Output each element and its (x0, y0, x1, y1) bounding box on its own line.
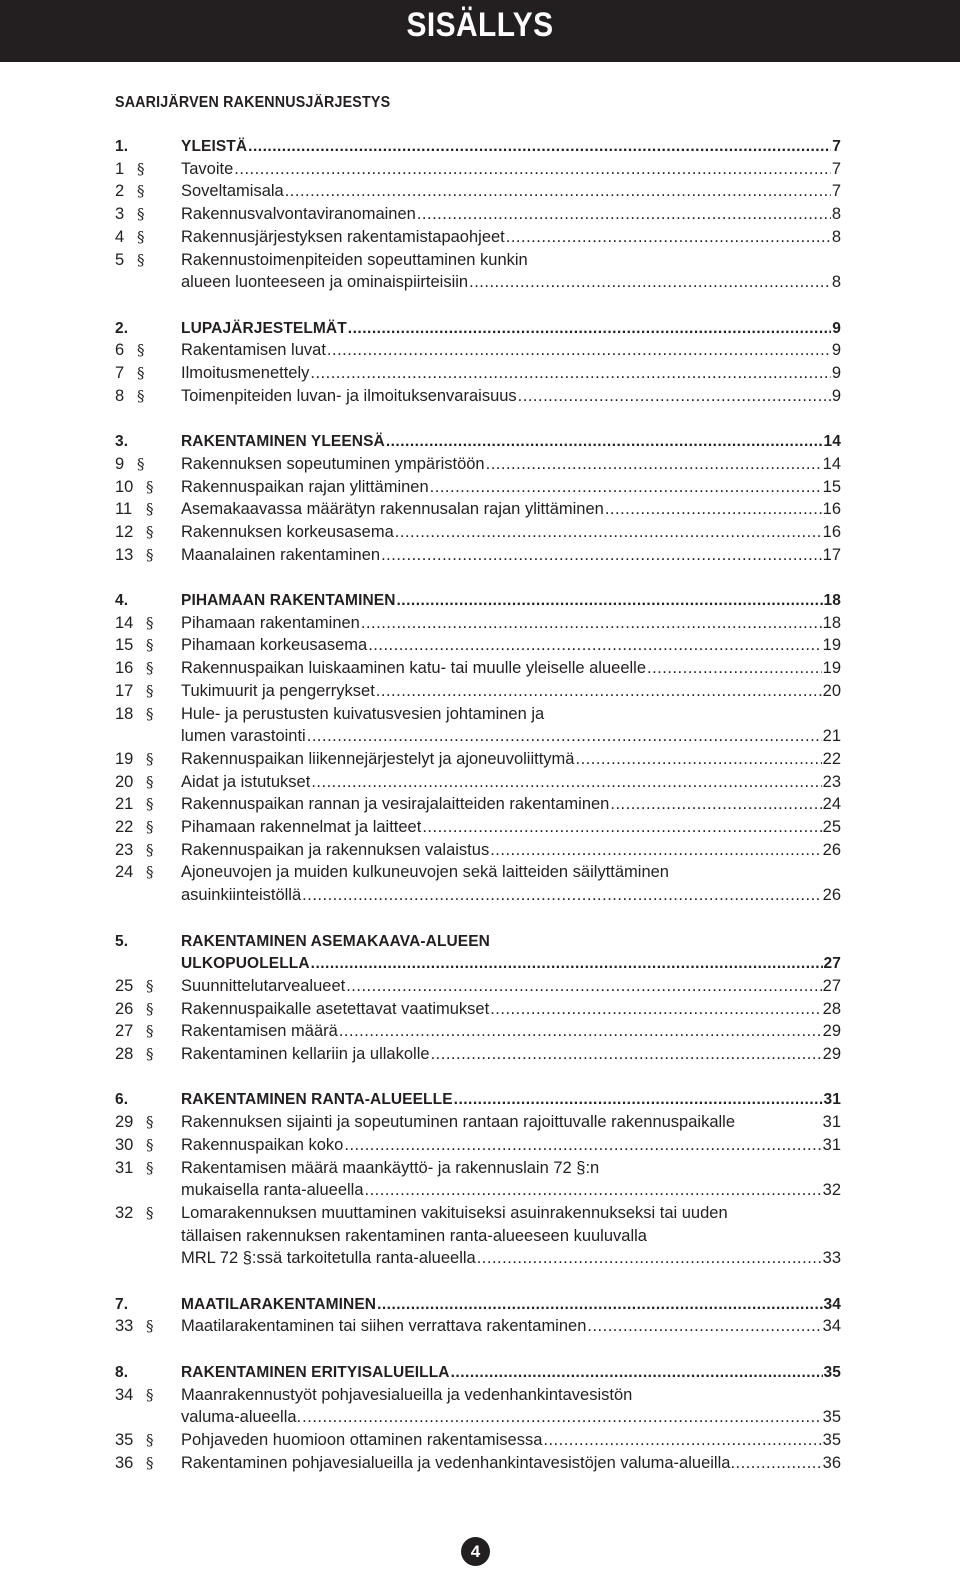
page-ref: 22 (822, 749, 841, 768)
entry-title: Pohjaveden huomioon ottaminen rakentamisessa (181, 1430, 543, 1449)
entry-title: Rakennuksen sijainti ja sopeutuminen rantaan rajoittuvalle rakennuspaikalle (181, 1113, 736, 1132)
dot-leader (422, 816, 821, 839)
toc-entry[interactable] (0, 271, 960, 294)
dot-leader (311, 952, 823, 975)
paragraph-number: 14 (115, 613, 134, 632)
dot-leader (361, 612, 822, 635)
toc-entry[interactable] (0, 1157, 960, 1180)
paragraph-number: 30 (115, 1135, 134, 1154)
toc-entry[interactable] (0, 612, 960, 635)
paragraph-number: 15 (115, 636, 134, 655)
dot-leader (587, 1315, 821, 1338)
paragraph-number: 16 (115, 659, 134, 678)
entry-title: mukaisella ranta-alueella (181, 1181, 364, 1200)
page-ref: 15 (822, 477, 841, 496)
dot-leader (311, 771, 821, 794)
paragraph-number: 19 (115, 749, 134, 768)
paragraph-number: 21 (115, 795, 134, 814)
page-ref: 7 (831, 159, 841, 178)
toc-entry[interactable] (0, 771, 960, 794)
toc-entry[interactable] (0, 998, 960, 1021)
dot-leader (368, 634, 821, 657)
section-symbol: § (146, 863, 154, 882)
section-symbol: § (146, 1158, 154, 1177)
entry-title: Ilmoitusmenettely (181, 364, 310, 382)
entry-title: Hule- ja perustusten kuivatusvesien johtaminen ja (181, 704, 545, 723)
dot-leader (506, 226, 831, 249)
paragraph-number: 10 (115, 477, 134, 496)
page-ref: 21 (822, 727, 841, 746)
toc-heading[interactable] (0, 930, 960, 953)
dot-leader (543, 1429, 821, 1452)
dot-leader (431, 1043, 822, 1066)
entry-title: Pihamaan rakentaminen (181, 613, 360, 632)
paragraph-number: 24 (115, 863, 134, 882)
toc-entry[interactable] (0, 362, 960, 385)
paragraph-number: 32 (115, 1203, 134, 1222)
chapter-number: 6. (115, 1091, 129, 1109)
paragraph-number: 33 (115, 1317, 134, 1336)
section-symbol: § (146, 1113, 154, 1132)
paragraph-number: 26 (115, 999, 134, 1018)
entry-title: Ajoneuvojen ja muiden kulkuneuvojen sekä laitteiden säilyttäminen (181, 863, 669, 882)
page-ref: 28 (822, 999, 841, 1018)
paragraph-number: 13 (115, 545, 134, 564)
dot-leader (234, 158, 831, 181)
toc-entry[interactable] (0, 839, 960, 862)
dot-leader (469, 271, 831, 294)
paragraph-number: 29 (115, 1113, 134, 1132)
toc-heading[interactable] (0, 1361, 960, 1384)
dot-leader (365, 1179, 822, 1202)
chapter-number: 1. (115, 138, 129, 155)
section-symbol: § (146, 613, 154, 632)
page-ref: 8 (831, 273, 841, 292)
dot-leader (486, 453, 822, 476)
dot-leader (346, 975, 821, 998)
section-symbol: § (137, 364, 145, 382)
entry-title: MAATILARAKENTAMINEN (181, 1295, 377, 1313)
dot-leader (397, 589, 823, 612)
section-symbol: § (146, 659, 154, 678)
toc-heading[interactable] (0, 430, 960, 453)
chapter-number: 8. (115, 1363, 129, 1381)
toc-entry[interactable] (0, 748, 960, 771)
toc-entry[interactable] (0, 1429, 960, 1452)
section-symbol: § (146, 1022, 154, 1041)
paragraph-number: 23 (115, 840, 134, 859)
entry-title: Soveltamisala (181, 182, 284, 201)
toc-entry[interactable] (0, 158, 960, 181)
page-ref: 14 (822, 454, 841, 473)
toc-entry[interactable] (0, 703, 960, 726)
chapter-number: 7. (115, 1295, 129, 1313)
dot-leader (307, 725, 822, 748)
toc-heading[interactable] (0, 317, 960, 340)
toc-entry[interactable] (0, 203, 960, 226)
section-symbol: § (146, 795, 154, 814)
dot-leader (575, 748, 821, 771)
toc-entry[interactable] (0, 657, 960, 680)
page-ref: 24 (822, 795, 841, 814)
toc-entry[interactable] (0, 793, 960, 816)
toc-entry[interactable] (0, 1315, 960, 1338)
entry-title: ULKOPUOLELLA (181, 955, 310, 973)
page-ref: 20 (822, 681, 841, 700)
entry-title: lumen varastointi (181, 727, 306, 746)
page-ref: 31 (822, 1113, 841, 1132)
section-symbol: § (146, 999, 154, 1018)
entry-title: Tukimuurit ja pengerrykset (181, 681, 375, 700)
paragraph-number: 5 (115, 250, 125, 269)
entry-title: RAKENTAMINEN YLEENSÄ (181, 433, 385, 451)
page-ref: 32 (822, 1181, 841, 1200)
page-ref: 26 (822, 886, 841, 905)
section-symbol: § (146, 1453, 154, 1472)
section-symbol: § (146, 749, 154, 768)
page-ref: 36 (822, 1453, 841, 1472)
section-symbol: § (146, 477, 154, 496)
section-symbol: § (137, 250, 145, 269)
paragraph-number: 2 (115, 182, 125, 201)
paragraph-number: 28 (115, 1045, 134, 1063)
entry-title: LUPAJÄRJESTELMÄT (181, 319, 347, 337)
section-symbol: § (146, 704, 154, 723)
entry-title: Rakennusvalvontaviranomainen (181, 205, 416, 224)
toc-entry[interactable] (0, 453, 960, 476)
paragraph-number: 27 (115, 1022, 134, 1041)
dot-leader (647, 657, 822, 680)
toc-entry[interactable] (0, 1452, 960, 1475)
chapter-number: 5. (115, 932, 129, 950)
page-title: SISÄLLYS (406, 6, 554, 44)
entry-title: Rakennuspaikan koko (181, 1135, 344, 1154)
page-ref: 16 (822, 500, 841, 519)
entry-title: RAKENTAMINEN ERITYISALUEILLA (181, 1363, 450, 1381)
dot-leader (377, 1293, 822, 1316)
section-symbol: § (146, 1317, 154, 1336)
section-symbol: § (146, 1430, 154, 1449)
page-ref: 18 (823, 592, 841, 609)
section-symbol: § (146, 1045, 154, 1063)
entry-title: Maanalainen rakentaminen (181, 545, 381, 564)
entry-title: Rakentamisen määrä maankäyttö- ja rakennuslain 72 §:n (181, 1158, 600, 1177)
paragraph-number: 17 (115, 681, 134, 700)
dot-leader (348, 317, 831, 340)
toc-entry[interactable] (0, 544, 960, 567)
toc-entry[interactable] (0, 1020, 960, 1043)
entry-title: Pihamaan korkeusasema (181, 636, 368, 655)
chapter-number: 2. (115, 319, 129, 337)
dot-leader (344, 1134, 821, 1157)
chapter-number: 3. (115, 433, 129, 451)
paragraph-number: 3 (115, 205, 125, 224)
dot-leader (327, 339, 831, 362)
entry-title: Maatilarakentaminen tai siihen verrattava rakentaminen (181, 1317, 587, 1336)
entry-title: Maanrakennustyöt pohjavesialueilla ja vedenhankintavesistön (181, 1385, 633, 1404)
toc-entry[interactable] (0, 1043, 960, 1066)
dot-leader (605, 498, 822, 521)
entry-title: Rakentamisen määrä (181, 1022, 338, 1041)
entry-title: Rakennuspaikan ja rakennuksen valaistus (181, 840, 490, 859)
toc-heading[interactable] (0, 952, 960, 975)
entry-title: valuma-alueella. (181, 1408, 302, 1427)
toc-entry[interactable] (0, 498, 960, 521)
dot-leader (490, 839, 821, 862)
page-ref: 16 (822, 522, 841, 541)
section-symbol: § (137, 159, 145, 178)
paragraph-number: 6 (115, 341, 125, 360)
toc-entry[interactable] (0, 180, 960, 203)
section-symbol: § (146, 1135, 154, 1154)
dot-leader (417, 203, 831, 226)
paragraph-number: 34 (115, 1385, 134, 1404)
dot-leader (454, 1088, 823, 1111)
toc-entry[interactable] (0, 476, 960, 499)
entry-title: Tavoite (181, 159, 234, 178)
toc-entry[interactable] (0, 1179, 960, 1202)
page-ref: 27 (823, 955, 841, 973)
page-ref: 26 (822, 840, 841, 859)
toc-entry[interactable] (0, 1111, 960, 1134)
dot-leader (730, 1452, 822, 1475)
page-ref: 34 (822, 1317, 841, 1336)
page-ref: 14 (823, 433, 841, 451)
entry-title: Rakennuspaikan rajan ylittäminen (181, 477, 429, 496)
toc-entry[interactable] (0, 1384, 960, 1407)
toc-entry[interactable] (0, 385, 960, 408)
toc-entry[interactable] (0, 249, 960, 272)
toc-heading[interactable] (0, 1293, 960, 1316)
toc-heading[interactable] (0, 135, 960, 158)
toc-heading[interactable] (0, 1088, 960, 1111)
dot-leader (490, 998, 821, 1021)
page-ref: 31 (822, 1135, 841, 1154)
page-ref: 35 (822, 1430, 841, 1449)
entry-title: Rakentamisen luvat (181, 341, 326, 360)
entry-title: Pihamaan rakennelmat ja laitteet (181, 818, 422, 836)
dot-leader (285, 180, 831, 203)
section-symbol: § (146, 976, 154, 995)
paragraph-number: 36 (115, 1453, 134, 1472)
entry-title: Rakennuspaikan liikennejärjestelyt ja ajoneuvoliittymä (181, 749, 575, 768)
entry-title: Aidat ja istutukset (181, 772, 311, 791)
dot-leader (339, 1020, 822, 1043)
page-ref: 9 (831, 386, 841, 405)
dot-leader (477, 1247, 822, 1270)
toc-entry[interactable] (0, 1134, 960, 1157)
toc-heading[interactable] (0, 589, 960, 612)
section-symbol: § (146, 818, 154, 836)
section-symbol: § (137, 205, 145, 224)
entry-title: Rakennuksen sopeutuminen ympäristöön (181, 454, 485, 473)
entry-title: Rakennustoimenpiteiden sopeuttaminen kunkin (181, 250, 528, 269)
entry-title: asuinkiinteistöllä (181, 886, 302, 905)
page-ref: 19 (822, 636, 841, 655)
dot-leader (430, 476, 822, 499)
toc-entry[interactable] (0, 1202, 960, 1225)
entry-title: Suunnittelutarvealueet (181, 976, 346, 995)
page-ref: 9 (831, 341, 841, 360)
section-symbol: § (146, 681, 154, 700)
page-ref: 9 (831, 364, 841, 382)
entry-title: alueen luonteeseen ja ominaispiirteisiin (181, 273, 469, 292)
page-ref: 8 (831, 205, 841, 224)
entry-title: Rakennusjärjestyksen rakentamistapaohjeet (181, 227, 505, 246)
page-ref: 23 (822, 772, 841, 791)
page-ref: 27 (822, 976, 841, 995)
page-ref: 33 (822, 1249, 841, 1268)
paragraph-number: 9 (115, 454, 125, 473)
toc-entry[interactable] (0, 725, 960, 748)
paragraph-number: 22 (115, 818, 134, 836)
paragraph-number: 8 (115, 386, 125, 405)
toc-entry[interactable] (0, 521, 960, 544)
toc-entry[interactable] (0, 634, 960, 657)
entry-title: Rakentaminen pohjavesialueilla ja vedenhankintavesistöjen valuma-alueilla (181, 1453, 731, 1472)
entry-title: Rakentaminen kellariin ja ullakolle (181, 1045, 430, 1063)
section-symbol: § (137, 454, 145, 473)
toc-entry[interactable] (0, 1406, 960, 1429)
dot-leader (376, 680, 822, 703)
dot-leader (302, 1406, 821, 1429)
section-symbol: § (146, 1203, 154, 1222)
entry-title: Rakennuspaikan luiskaaminen katu- tai muulle yleiselle alueelle (181, 659, 647, 678)
entry-title: YLEISTÄ (181, 138, 248, 155)
toc-entry[interactable] (0, 1225, 960, 1248)
dot-leader (381, 544, 822, 567)
paragraph-number: 12 (115, 522, 134, 541)
dot-leader (610, 793, 821, 816)
entry-title: MRL 72 §:ssä tarkoitetulla ranta-alueella (181, 1249, 476, 1268)
paragraph-number: 18 (115, 704, 134, 723)
paragraph-number: 11 (115, 500, 133, 519)
page-ref: 7 (831, 182, 841, 201)
entry-title: Rakennuspaikalle asetettavat vaatimukset (181, 999, 490, 1018)
dot-leader (386, 430, 823, 453)
section-symbol: § (146, 636, 154, 655)
section-symbol: § (137, 182, 145, 201)
section-symbol: § (146, 1385, 154, 1404)
page-ref: 18 (822, 613, 841, 632)
entry-title: RAKENTAMINEN ASEMAKAAVA-ALUEEN (181, 932, 490, 950)
paragraph-number: 20 (115, 772, 134, 791)
page-ref: 31 (823, 1091, 841, 1109)
page-ref: 29 (822, 1022, 841, 1041)
dot-leader (302, 884, 821, 907)
paragraph-number: 25 (115, 976, 134, 995)
entry-title: Rakennuksen korkeusasema (181, 522, 394, 541)
paragraph-number: 35 (115, 1430, 134, 1449)
paragraph-number: 7 (115, 364, 125, 382)
dot-leader (451, 1361, 823, 1384)
dot-leader (310, 362, 830, 385)
entry-title: RAKENTAMINEN RANTA-ALUEELLE (181, 1091, 453, 1109)
section-symbol: § (146, 772, 154, 791)
toc-entry[interactable] (0, 816, 960, 839)
page-ref: 29 (822, 1045, 841, 1063)
page-ref: 17 (822, 545, 841, 564)
section-symbol: § (146, 840, 154, 859)
entry-title: PIHAMAAN RAKENTAMINEN (181, 592, 396, 609)
dot-leader (518, 385, 831, 408)
chapter-number: 4. (115, 592, 129, 609)
page-ref: 8 (831, 227, 841, 246)
page-ref: 35 (823, 1363, 841, 1381)
section-symbol: § (137, 341, 145, 360)
toc-entry[interactable] (0, 226, 960, 249)
toc-entry[interactable] (0, 339, 960, 362)
entry-title: Lomarakennuksen muuttaminen vakituiseksi asuinrakennukseksi tai uuden (181, 1203, 728, 1222)
section-symbol: § (137, 386, 145, 405)
section-symbol: § (146, 500, 154, 519)
page-ref: 25 (822, 818, 841, 836)
entry-title: Toimenpiteiden luvan- ja ilmoituksenvaraisuus (181, 386, 517, 405)
toc-entry[interactable] (0, 680, 960, 703)
page-ref: 19 (822, 659, 841, 678)
page-ref: 7 (832, 138, 841, 155)
page-number-badge: 4 (461, 1537, 490, 1566)
page-ref: 35 (822, 1408, 841, 1427)
paragraph-number: 1 (115, 159, 125, 178)
paragraph-number: 4 (115, 227, 125, 246)
paragraph-number: 31 (115, 1158, 134, 1177)
dot-leader (395, 521, 822, 544)
page-ref: 34 (823, 1295, 841, 1313)
toc-entry[interactable] (0, 975, 960, 998)
section-symbol: § (146, 545, 154, 564)
entry-title: Asemakaavassa määrätyn rakennusalan rajan ylittäminen (181, 500, 604, 519)
page-ref: 9 (832, 319, 841, 337)
toc-entry[interactable] (0, 1247, 960, 1270)
entry-title: tällaisen rakennuksen rakentaminen ranta-alueeseen kuuluvalla (181, 1226, 647, 1245)
section-symbol: § (146, 522, 154, 541)
entry-title: Rakennuspaikan rannan ja vesirajalaitteiden rakentaminen (181, 795, 610, 814)
section-symbol: § (137, 227, 145, 246)
dot-leader (248, 135, 831, 158)
toc-entry[interactable] (0, 884, 960, 907)
document-title: SAARIJÄRVEN RAKENNUSJÄRJESTYS (115, 94, 391, 111)
toc-entry[interactable] (0, 861, 960, 884)
